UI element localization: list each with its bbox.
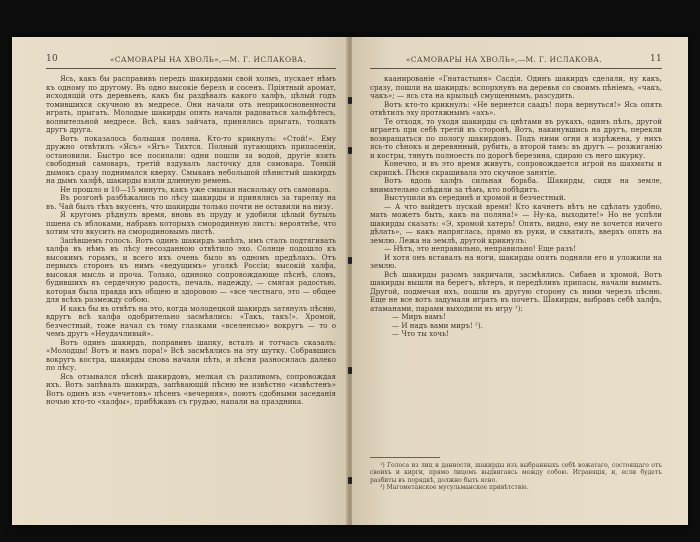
paragraph: Запѣвшемъ голосъ. Вотъ одинъ шакирдъ запѣлъ, имъ сталъ подтягивать халфа въ нѣмъ въ лѣсу несозданною отвѣтило эхо. Солнце подошло къ высокимъ горамъ, и всего ихъ очень было въ одномъ предѣлахъ. Отъ первыхъ сторонъ къ нимъ «ведущимъ» уголкѣ Россіи; высокій халфа, высокая мысль и проча. Только, одиноко сопровождающе пѣснѣ, словъ, будившихъ въ сердечную радость, печаль, надежду, — смягая радостью, которая была правда ихъ общею и здоровою — «все честнаго, это — общее для всѣхъ размежду собою.	[46, 235, 336, 304]
paragraph: Выступили въ серединѣ и хромой и безчестный.	[384, 193, 566, 202]
paragraph: Всѣ шакирды разомъ закричали, засмѣялись. Сибаев и хромой, Вотъ шакирды вышли на берегъ, вѣтеръ, и передѣливъ припасы, начали вымыть. Другой, подмечая ихъ, пошли въ другую сторону съ ними черезъ пѣсню. Еще не все вотъ задумали играть въ почетъ. Шакирды, выбравъ себѣ халфъ, атаманами, парами выходили въ игру ¹):	[370, 269, 662, 313]
right-body-text	[370, 75, 662, 339]
footnote: ²) Магометанское мусульманское привѣтствіе.	[380, 484, 529, 492]
right-page	[352, 37, 688, 525]
left-page-number: 10	[46, 54, 59, 64]
paragraph: Въ розгонѣ разбѣжались по лѣсу шакирды и принялись за тарелку на въ. Чай былъ тѣхъ вкусенъ, что шакирды только почти не оставили на низу.	[46, 193, 336, 211]
paragraph: Не прошло и 10—15 минутъ, какъ уже смыкая наскольку отъ самовара.	[60, 184, 331, 194]
right-page-number: 11	[649, 54, 662, 64]
paragraph: Ясь отзывался пѣснѣ шакирдовъ, мелкая съ разливомъ, сопровождая ихъ. Вотъ запѣвалъ шакирдъ, запѣвающій пѣсню не извѣстно «извѣстенъ» Вотъ одинъ изъ «чечетовъ» пѣсенъ «вечерняя», поютъ сдобными заседанія ночью кто-то «халфы», прибѣжавъ съ грудью, напали на праздника.	[46, 371, 336, 406]
right-header	[370, 55, 662, 67]
paragraph: И какъ бы въ отвѣтъ на это, когда молодецкой шакирдъ затянулъ пѣсню, вдругъ всѣ халфа одобрительно засмѣялись: «Такъ, такъ!». Хромой, безчестный, тоже начал съ тому глазками «вселенсью» вокругъ — то о чемъ другъ «Неудачливый».	[46, 303, 336, 338]
left-header-rule	[46, 68, 336, 69]
paragraph: Вотъ вдоль халфъ сильная борьба. Шакирды, сидя на земле, внимательно слѣдили за тѣмъ, кто побѣдитъ.	[370, 176, 662, 194]
paragraph: Вотъ кто-то крикнулъ: «Не вернется саадъ! пора вернуться!» Ясь опять отвѣтилъ эху протяжнымъ «ахъ».	[370, 99, 662, 117]
paragraph: Ясь, какъ бы расправивъ передъ шакирдами свой холмъ, пускает нѣмъ къ одному по другому. Въ одно высокіе березъ и сосенъ. Пріятный аромат, исходящій отъ деревьевъ, какъ бы раздѣвалъ какого халфъ, цѣлый годъ томившихся скучною въ медресе. Они начали отъ неприкосновенности играть, прыгать. Молодые шакирды опять начали радоваться хальфѣтесъ, волнительной медресе. Всѣ, какъ зайчата, принялись прыгать, толкать другъ друга.	[46, 75, 336, 134]
paragraph: Я кругомъ рѣднулъ время, вновь въ пруду и удобили цѣлый бутыль пшена съ яблоками, набравъ которыхъ смородинную листъ: вероятнѣе, что хотим что вкусить на смородиновымъ листѣ.	[46, 210, 336, 236]
left-page	[12, 37, 348, 525]
poem-line: — Что ты хочь!	[392, 329, 449, 338]
paragraph: Конечно, и въ это время живутъ, сопровождается игрой на шахматы и скрипкѣ. Пѣсня скрашивала это скучное занятіе.	[370, 159, 662, 177]
left-body-text	[46, 75, 336, 407]
dialog-line: — А что выйдетъ пускай время! Кто качнетъ вѣтъ не сдѣлать удобно, мать можетъ быть, какъ на поляна!» — Ну-ка, выходите!» Но не успѣли шакирды сказать: «Э, хромой хатеръ! Опять, видно, ему не хочется ничего дѣлать», — какъ напряглась, прямо въ руки, и схватилъ, вверхъ опять на землю. Лежа на землѣ, другой крикнулъ:	[370, 201, 662, 245]
left-running-head: «САМОВАРЫ НА ХВОЛЬ»,—М. Г. ИСЛАКОВА.	[110, 55, 306, 64]
open-book	[12, 37, 688, 525]
paragraph: Вотъ показалось большая поляна. Кто-то крикнулъ: «Стой!». Ему дружно отвѣтилъ «Ясъ» «Ягъ» Тихтся. Полный пугающихъ припасенія, остановили. Быстро все посипали: одни пошли за водой, другіе взять свободный самоваръ, третій вздувалъ ласточку для самовара. Тонкій дымокъ сразу поднимался кверху. Смыкавъ небольшой пѣнистый шакирдъ на дымъ халфѣ, шакирды взяли длинную ремень.	[46, 133, 336, 185]
dialog-line: — Нѣтъ, это неправильно, неправильно! Еще разъ!	[384, 244, 577, 253]
paragraph: Те отходя, то уходя шакирды съ цвѣтами въ рукахъ, одинъ пѣлъ, другой играетъ при себѣ третій въ сторонѣ, Вотъ, накинувшись на другъ, перекли возвращаться по пологу шакирдовъ. Подъ ними огни я изрѣжена, у нихъ ясь-то сѣнокъ и деревянный, рубить, а второй тамъ: въ другъ — розжиганію и костры, тянуть полноесть по дорогѣ березина, сдираю съ него шкурку.	[370, 116, 662, 160]
poem-line: — И надъ вами миръ! ²).	[392, 320, 483, 330]
left-header	[46, 55, 336, 67]
footnote-rule	[370, 457, 440, 458]
right-header-rule	[370, 68, 662, 69]
paragraph: И хотя онъ вставалъ на ноги, шакирды опять подняли его и уложили на землю.	[370, 252, 662, 270]
right-running-head: «САМОВАРЫ НА ХВОЛЬ»,—М. Г. ИСЛАКОВА.	[406, 55, 602, 64]
poem-line: — Миръ вамъ!	[392, 312, 446, 321]
footnotes	[370, 462, 662, 492]
paragraph: каанированіе «Гнатастыня» Сасдія. Одинъ шакирдъ сделали, ну какъ, сразу, пошли на шакирдъ: вспорхнувъ на деревья со своимъ пѣніемъ, «чакъ, чакъ»; — ясь ста на крыльцѣ смущеннымъ, разсудить.	[370, 75, 662, 100]
paragraph: Вотъ одинъ шакирдъ, поправивъ шапку, всталъ и тотчасъ сказалъ: «Молодцы! Вотъ и намъ пора!» Всѣ засмѣялись на эту шутку. Собравшись вокругъ костра, шакирды снова начали пѣть, и пѣсня разносилась далеко по лѣсу.	[46, 337, 336, 372]
footnote: ¹) Голоса из лиц и данности, шакирды изъ выбранныхъ себѣ вожатаго, состоящаго отъ своихъ и кирги, прямо лицомъ выдвигаясь между собою. Играющія, и, если будетъ разбиты въ порядкѣ, должно быть ясно.	[370, 462, 662, 484]
